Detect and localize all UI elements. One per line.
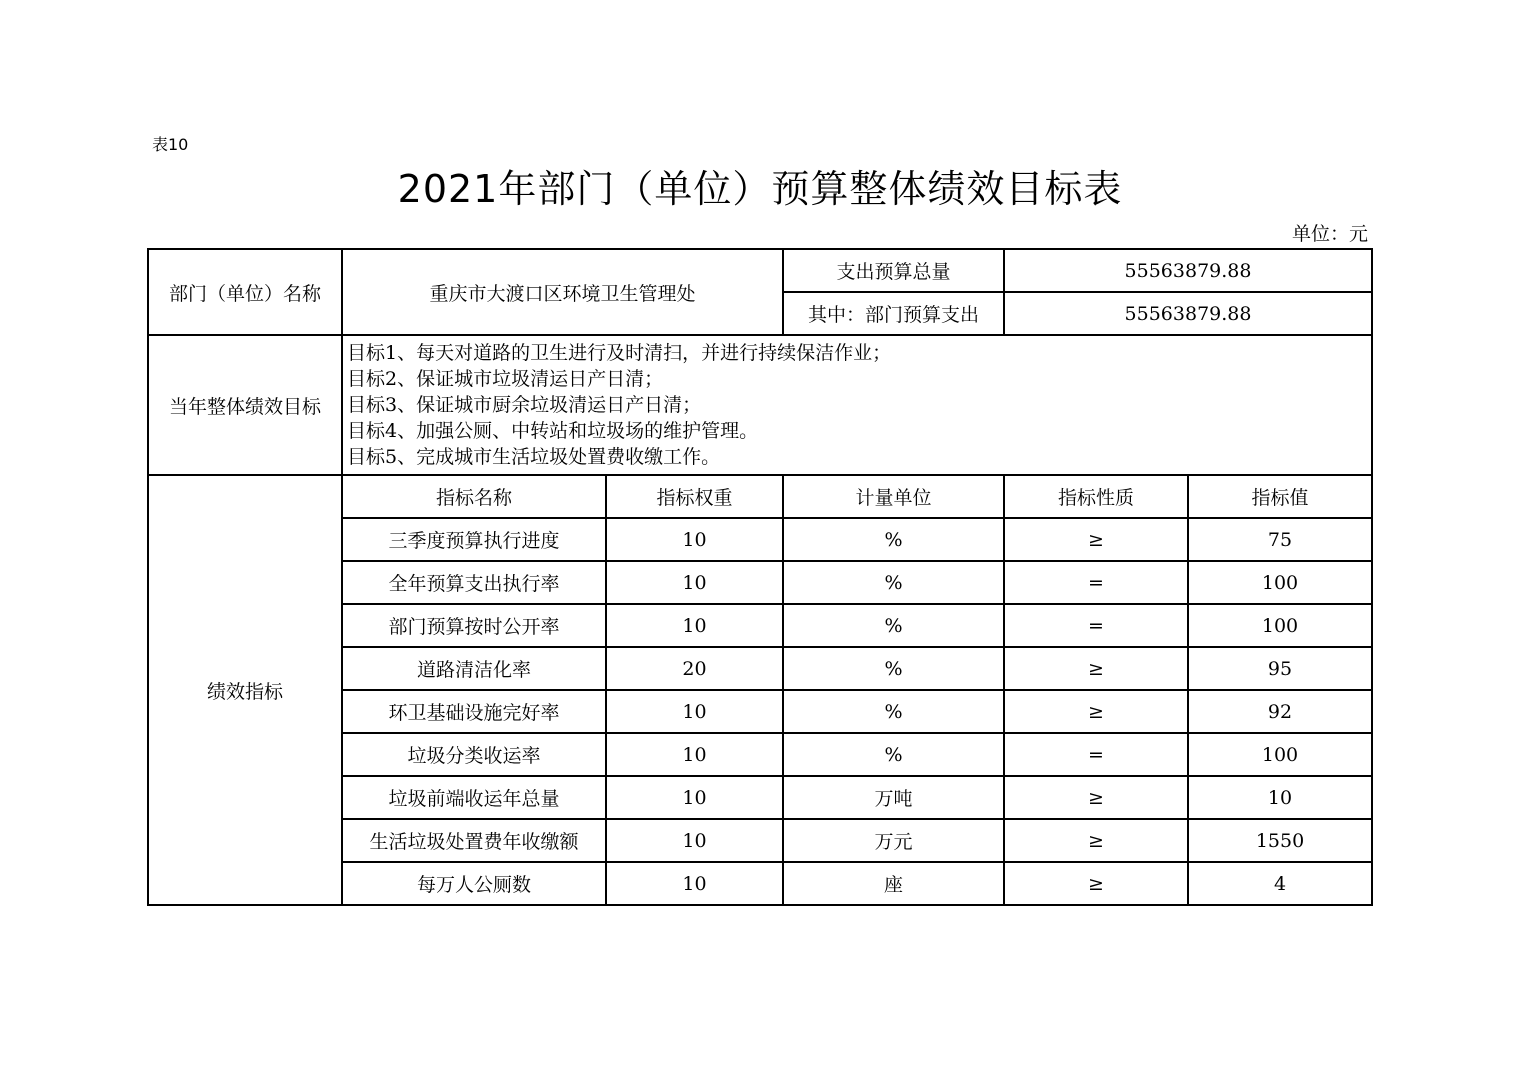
indicator-weight: 10 xyxy=(606,733,783,776)
dept-name-value: 重庆市大渡口区环境卫生管理处 xyxy=(342,249,783,335)
indicator-unit: % xyxy=(783,561,1004,604)
indicator-unit: % xyxy=(783,518,1004,561)
performance-table xyxy=(147,248,1373,906)
indicator-name: 每万人公厕数 xyxy=(342,862,606,905)
column-header: 计量单位 xyxy=(783,475,1004,518)
indicator-unit: % xyxy=(783,690,1004,733)
indicator-value: 100 xyxy=(1188,561,1372,604)
indicator-name: 垃圾前端收运年总量 xyxy=(342,776,606,819)
column-header: 指标权重 xyxy=(606,475,783,518)
indicator-nature: = xyxy=(1004,561,1188,604)
indicator-name: 生活垃圾处置费年收缴额 xyxy=(342,819,606,862)
goals-row xyxy=(148,335,1372,475)
indicator-unit: 万元 xyxy=(783,819,1004,862)
indicator-name: 垃圾分类收运率 xyxy=(342,733,606,776)
goals-label: 当年整体绩效目标 xyxy=(148,335,342,475)
indicator-nature: ≥ xyxy=(1004,647,1188,690)
indicator-name: 道路清洁化率 xyxy=(342,647,606,690)
goals-content xyxy=(342,335,1372,475)
indicator-weight: 10 xyxy=(606,561,783,604)
indicator-value: 4 xyxy=(1188,862,1372,905)
budget-total-row xyxy=(148,249,1372,292)
indicator-nature: = xyxy=(1004,733,1188,776)
column-header: 指标名称 xyxy=(342,475,606,518)
indicator-nature: = xyxy=(1004,604,1188,647)
indicator-value: 10 xyxy=(1188,776,1372,819)
indicator-weight: 10 xyxy=(606,518,783,561)
column-header: 指标值 xyxy=(1188,475,1372,518)
goal-item: 目标4、加强公厕、中转站和垃圾场的维护管理。 xyxy=(347,420,759,442)
indicator-unit: % xyxy=(783,647,1004,690)
indicator-name: 环卫基础设施完好率 xyxy=(342,690,606,733)
indicator-name: 部门预算按时公开率 xyxy=(342,604,606,647)
document-title: 2021年部门（单位）预算整体绩效目标表 xyxy=(397,167,1123,211)
indicators-label: 绩效指标 xyxy=(148,475,342,905)
unit-note: 单位：元 xyxy=(1291,223,1368,245)
indicator-nature: ≥ xyxy=(1004,776,1188,819)
indicator-weight: 10 xyxy=(606,604,783,647)
budget-total-value: 55563879.88 xyxy=(1004,249,1372,292)
indicator-header-row xyxy=(148,475,1372,518)
indicator-weight: 10 xyxy=(606,776,783,819)
goal-item: 目标5、完成城市生活垃圾处置费收缴工作。 xyxy=(347,446,721,468)
dept-budget-label: 其中：部门预算支出 xyxy=(783,292,1004,335)
indicator-value: 75 xyxy=(1188,518,1372,561)
indicator-nature: ≥ xyxy=(1004,518,1188,561)
indicator-value: 95 xyxy=(1188,647,1372,690)
indicator-unit: 座 xyxy=(783,862,1004,905)
indicator-weight: 10 xyxy=(606,690,783,733)
indicator-nature: ≥ xyxy=(1004,690,1188,733)
indicator-unit: % xyxy=(783,604,1004,647)
goal-item: 目标3、保证城市厨余垃圾清运日产日清； xyxy=(347,394,702,416)
indicator-weight: 20 xyxy=(606,647,783,690)
indicator-unit: 万吨 xyxy=(783,776,1004,819)
dept-budget-value: 55563879.88 xyxy=(1004,292,1372,335)
indicator-name: 全年预算支出执行率 xyxy=(342,561,606,604)
indicator-value: 92 xyxy=(1188,690,1372,733)
table-number: 表10 xyxy=(152,135,189,154)
column-header: 指标性质 xyxy=(1004,475,1188,518)
indicator-name: 三季度预算执行进度 xyxy=(342,518,606,561)
indicator-value: 1550 xyxy=(1188,819,1372,862)
indicator-value: 100 xyxy=(1188,733,1372,776)
goal-item: 目标1、每天对道路的卫生进行及时清扫，并进行持续保洁作业； xyxy=(347,342,892,364)
indicator-weight: 10 xyxy=(606,862,783,905)
indicator-value: 100 xyxy=(1188,604,1372,647)
indicator-unit: % xyxy=(783,733,1004,776)
indicator-nature: ≥ xyxy=(1004,819,1188,862)
dept-name-label: 部门（单位）名称 xyxy=(148,249,342,335)
goal-item: 目标2、保证城市垃圾清运日产日清； xyxy=(347,368,664,390)
indicator-nature: ≥ xyxy=(1004,862,1188,905)
budget-total-label: 支出预算总量 xyxy=(783,249,1004,292)
indicator-weight: 10 xyxy=(606,819,783,862)
